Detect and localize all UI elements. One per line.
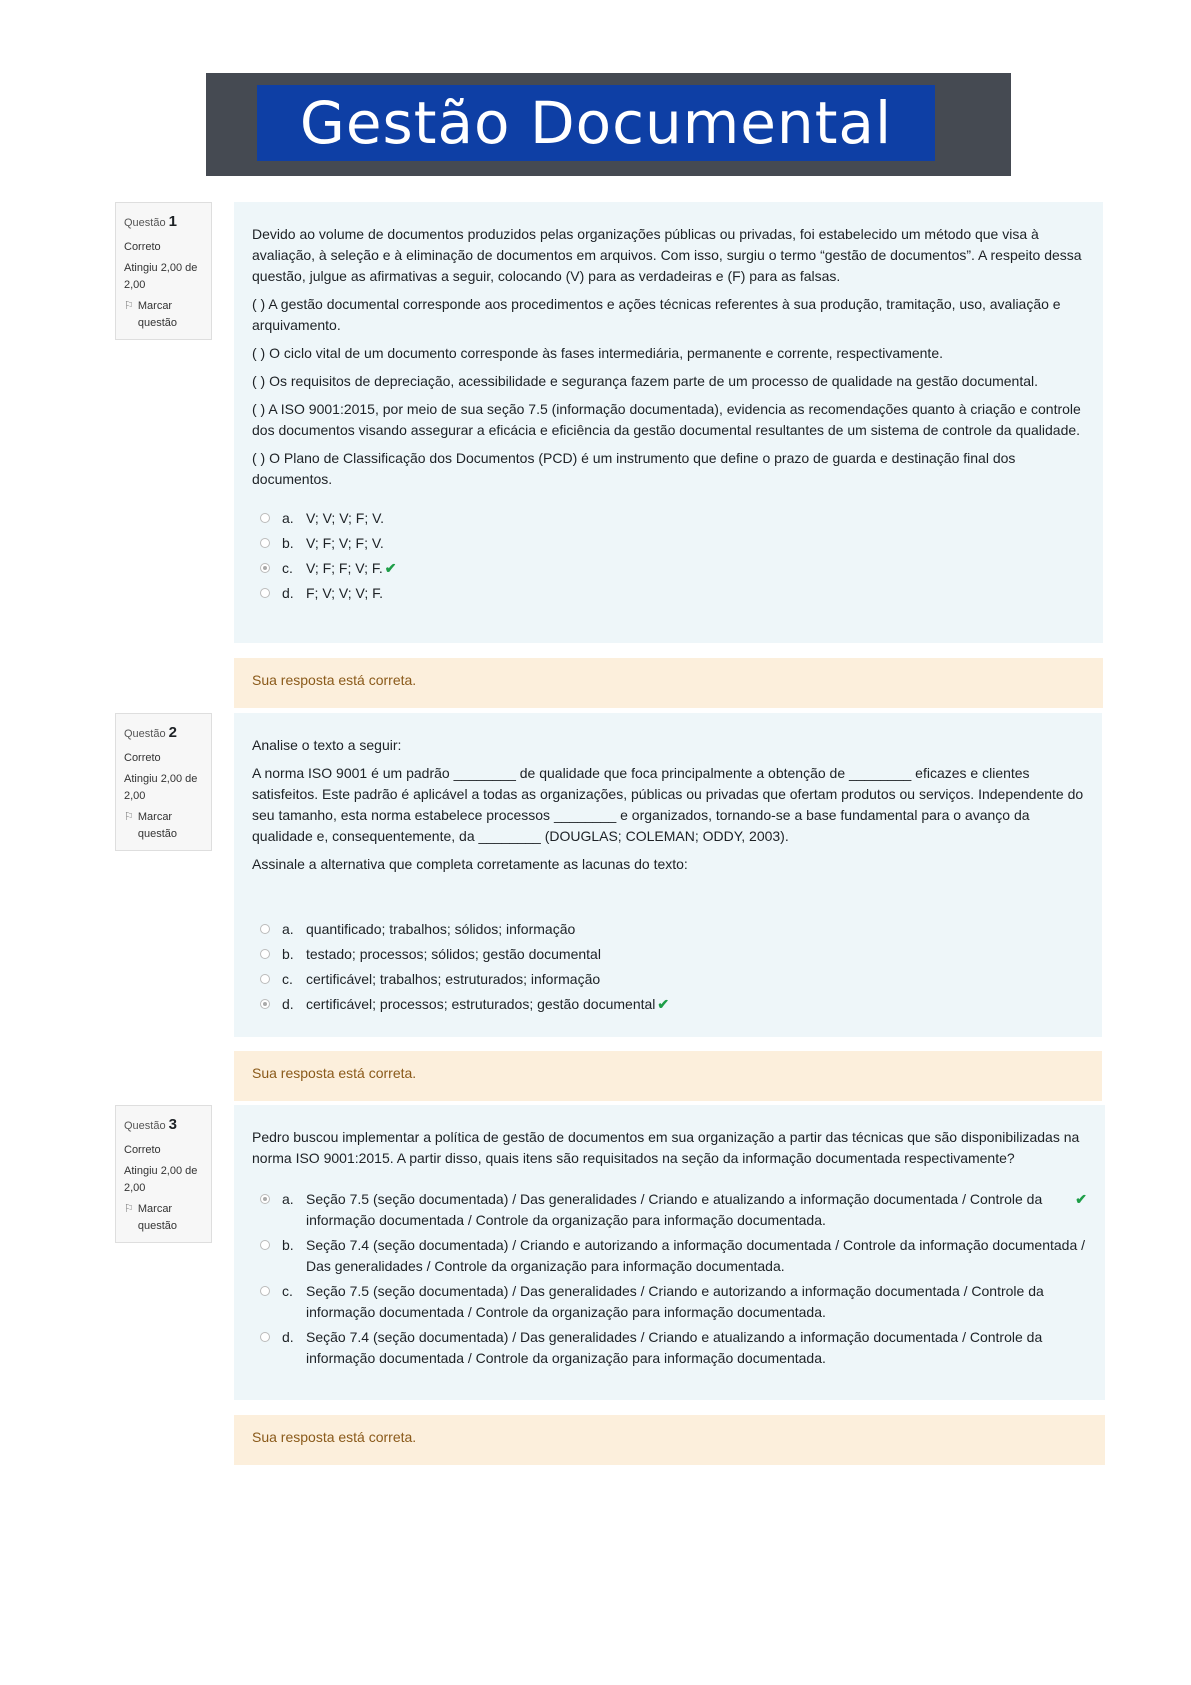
answer-letter: b.	[282, 1237, 294, 1253]
question-status: Correto	[124, 1143, 161, 1156]
answer-option-c[interactable]	[252, 1281, 1087, 1323]
answer-letter: c.	[282, 560, 293, 576]
flag-question-button[interactable]	[124, 1201, 205, 1234]
check-icon: ✔	[1075, 1191, 1087, 1207]
radio-icon[interactable]	[260, 513, 270, 523]
answer-text: Seção 7.4 (seção documentada) / Das generalidades / Criando e atualizando a informação documentada / Controle da informação documentada / Controle da organização para informação documentada.	[306, 1329, 1043, 1366]
answer-option-b[interactable]	[252, 1235, 1087, 1277]
radio-icon[interactable]	[260, 1332, 270, 1342]
banner-title-box	[257, 85, 935, 161]
answer-option-d[interactable]	[252, 1327, 1087, 1369]
question-paragraph: ( ) O Plano de Classificação dos Documentos (PCD) é um instrumento que define o prazo de guarda e destinação final dos documentos.	[252, 450, 1016, 487]
answer-option-a[interactable]	[252, 508, 1085, 529]
question-paragraph: Assinale a alternativa que completa corretamente as lacunas do texto:	[252, 856, 688, 872]
flag-question-label: Marcar questão	[137, 1203, 178, 1232]
flag-question-label: Marcar questão	[137, 300, 178, 329]
question-info-3	[115, 1105, 212, 1243]
question-status: Correto	[124, 751, 161, 764]
answer-letter: b.	[282, 946, 294, 962]
answer-text: Seção 7.4 (seção documentada) / Criando e autorizando a informação documentada / Controle da informação documentada / Das generalidades / Controle da organização para informação documentada.	[306, 1237, 1086, 1274]
question-info-2	[115, 713, 212, 851]
question-paragraph: Pedro buscou implementar a política de gestão de documentos em sua organização a partir das técnicas que são disponibilizadas na norma ISO 9001:2015. A partir disso, quais itens são requisitados na seção da informação documentada respectivamente?	[252, 1129, 1080, 1166]
flag-question-label: Marcar questão	[137, 811, 178, 840]
feedback-2: Sua resposta está correta.	[234, 1051, 1102, 1101]
answer-option-a[interactable]	[252, 1189, 1087, 1231]
answer-text: Seção 7.5 (seção documentada) / Das generalidades / Criando e atualizando a informação documentada / Controle da informação documentada / Controle da organização para informação documentada.	[306, 1191, 1043, 1228]
answer-letter: d.	[282, 1329, 294, 1345]
radio-icon[interactable]	[260, 563, 270, 573]
radio-icon[interactable]	[260, 1286, 270, 1296]
flag-icon: ⚐	[124, 1203, 134, 1215]
question-info-1	[115, 202, 212, 340]
radio-icon[interactable]	[260, 924, 270, 934]
question-paragraph: ( ) A gestão documental corresponde aos procedimentos e ações técnicas referentes à sua produção, tramitação, uso, avaliação e arquivamento.	[252, 296, 1061, 333]
banner	[206, 73, 1011, 176]
answer-text: V; F; F; V; F.	[306, 560, 383, 576]
radio-icon[interactable]	[260, 588, 270, 598]
radio-icon[interactable]	[260, 949, 270, 959]
question-grade: Atingiu 2,00 de 2,00	[124, 262, 198, 291]
answer-letter: c.	[282, 971, 293, 987]
answer-text: certificável; processos; estruturados; gestão documental	[306, 996, 656, 1012]
flag-question-button[interactable]	[124, 298, 205, 331]
radio-icon[interactable]	[260, 999, 270, 1009]
question-text-3	[234, 1105, 1105, 1400]
answer-list	[252, 508, 1085, 604]
answer-text: V; F; V; F; V.	[306, 535, 384, 551]
answer-text: certificável; trabalhos; estruturados; informação	[306, 971, 601, 987]
answer-letter: c.	[282, 1283, 293, 1299]
answer-letter: a.	[282, 1191, 294, 1207]
question-grade: Atingiu 2,00 de 2,00	[124, 773, 198, 802]
answer-letter: b.	[282, 535, 294, 551]
question-paragraph: ( ) Os requisitos de depreciação, acessibilidade e segurança fazem parte de um processo de qualidade na gestão documental.	[252, 373, 1039, 389]
answer-letter: a.	[282, 510, 294, 526]
answer-option-b[interactable]	[252, 944, 1084, 965]
answer-text: quantificado; trabalhos; sólidos; informação	[306, 921, 576, 937]
answer-letter: d.	[282, 996, 294, 1012]
question-number: Questão 1	[124, 213, 177, 230]
check-icon: ✔	[657, 996, 670, 1012]
answer-option-d[interactable]	[252, 583, 1085, 604]
question-status: Correto	[124, 240, 161, 253]
answer-list	[252, 919, 1084, 1015]
flag-question-button[interactable]	[124, 809, 205, 842]
question-grade: Atingiu 2,00 de 2,00	[124, 1165, 198, 1194]
radio-icon[interactable]	[260, 974, 270, 984]
answer-option-a[interactable]	[252, 919, 1084, 940]
question-text-1	[234, 202, 1103, 643]
radio-icon[interactable]	[260, 1194, 270, 1204]
radio-icon[interactable]	[260, 1240, 270, 1250]
answer-text: V; V; V; F; V.	[306, 510, 385, 526]
answer-letter: d.	[282, 585, 294, 601]
radio-icon[interactable]	[260, 538, 270, 548]
answer-list	[252, 1189, 1087, 1369]
answer-option-b[interactable]	[252, 533, 1085, 554]
question-paragraph: A norma ISO 9001 é um padrão ________ de qualidade que foca principalmente a obtenção de ________ eficazes e clientes satisfeitos. Este padrão é aplicável a todas as organizações, públicas ou privadas que ofertam produtos ou serviços. Independente do seu tamanho, esta norma estabelece processos ________ e organizados, tornando-se a base fundamental para o avanço da qualidade e, consequentemente, da ________ (DOUGLAS; COLEMAN; ODDY, 2003).	[252, 765, 1084, 844]
question-paragraph: ( ) A ISO 9001:2015, por meio de sua seção 7.5 (informação documentada), evidencia as recomendações quanto à criação e controle dos documentos visando assegurar a eficácia e eficiência da gestão documental resultantes de um sistema de controle da qualidade.	[252, 401, 1081, 438]
question-paragraph: ( ) O ciclo vital de um documento corresponde às fases intermediária, permanente e corrente, respectivamente.	[252, 345, 943, 361]
answer-text: Seção 7.5 (seção documentada) / Das generalidades / Criando e autorizando a informação documentada / Controle da informação documentada / Controle da organização para informação documentada.	[306, 1283, 1044, 1320]
question-paragraph: Devido ao volume de documentos produzidos pelas organizações públicas ou privadas, foi estabelecido um método que visa à avaliação, à seleção e à eliminação de documentos em arquivos. Com isso, surgiu o termo “gestão de documentos”. A respeito dessa questão, julgue as afirmativas a seguir, colocando (V) para as verdadeiras e (F) para as falsas.	[252, 226, 1082, 284]
flag-icon: ⚐	[124, 300, 134, 312]
answer-text: F; V; V; V; F.	[306, 585, 384, 601]
check-icon: ✔	[384, 560, 397, 576]
question-text-2	[234, 713, 1102, 1037]
feedback-1: Sua resposta está correta.	[234, 658, 1103, 708]
answer-letter: a.	[282, 921, 294, 937]
banner-title: Gestão Documental	[299, 89, 893, 157]
question-number: Questão 2	[124, 724, 177, 741]
answer-option-d[interactable]	[252, 994, 1084, 1015]
feedback-3: Sua resposta está correta.	[234, 1415, 1105, 1465]
question-paragraph: Analise o texto a seguir:	[252, 737, 402, 753]
question-number: Questão 3	[124, 1116, 177, 1133]
answer-option-c[interactable]	[252, 969, 1084, 990]
answer-text: testado; processos; sólidos; gestão documental	[306, 946, 601, 962]
flag-icon: ⚐	[124, 811, 134, 823]
answer-option-c[interactable]	[252, 558, 1085, 579]
